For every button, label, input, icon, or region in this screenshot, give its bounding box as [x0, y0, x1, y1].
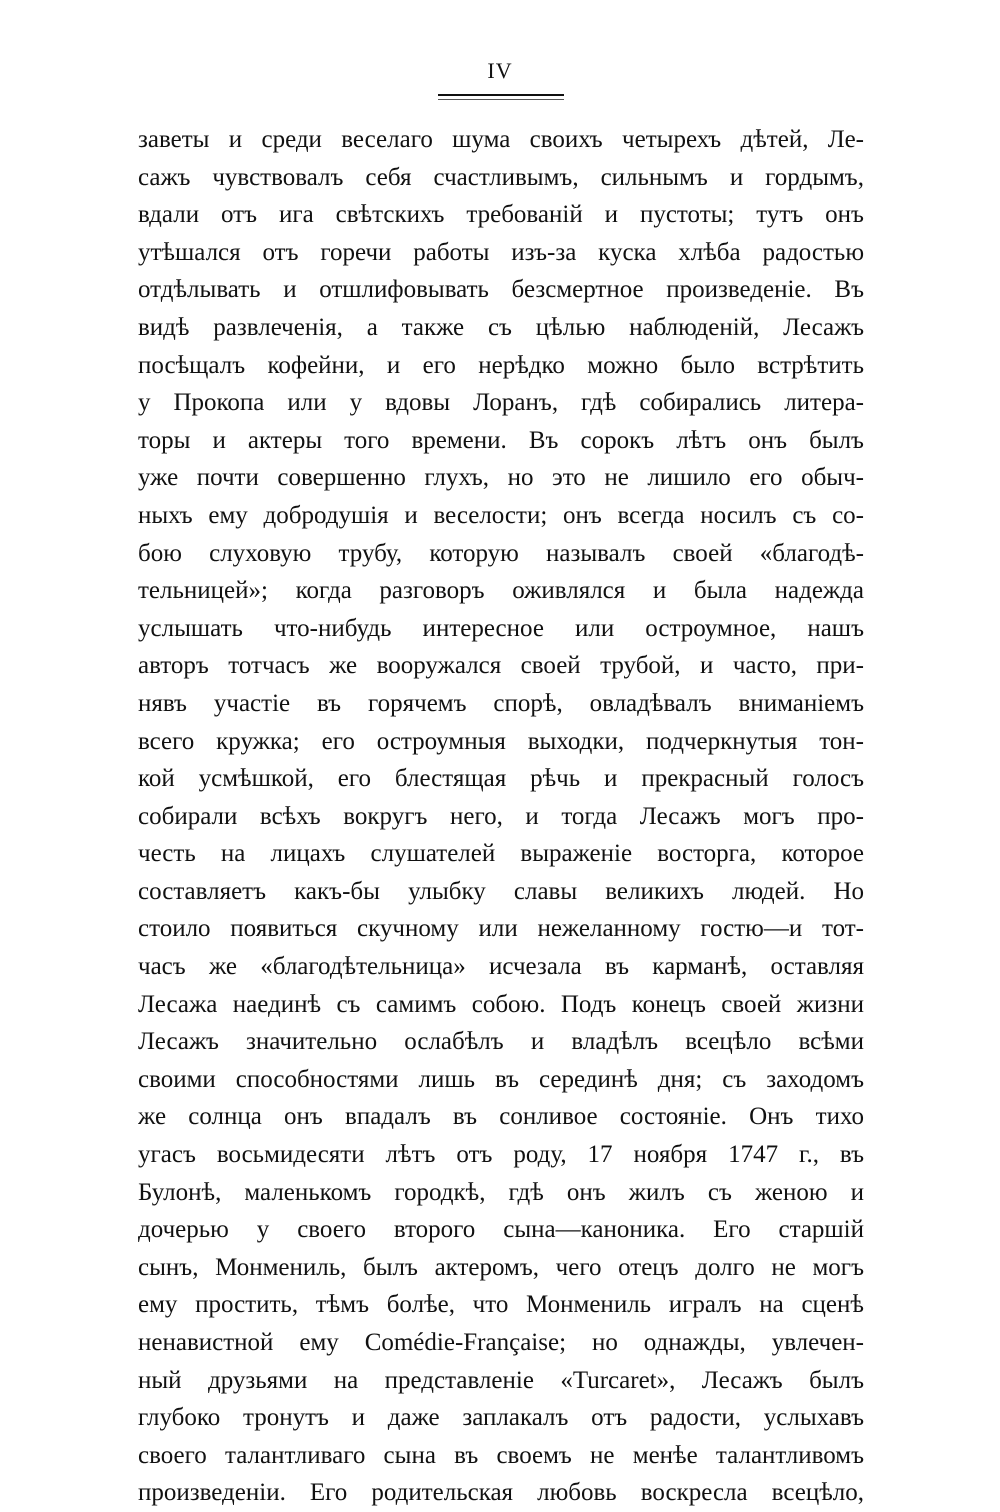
text-line: Булонѣ, маленькомъ городкѣ, гдѣ онъ жилъ съ женою и — [138, 1178, 864, 1206]
text-line: же солнца онъ впадалъ въ сонливое состояніе. Онъ тихо — [138, 1103, 864, 1131]
text-line: у Прокопа или у вдовы Лоранъ, гдѣ собирались литера- — [138, 389, 864, 417]
text-line: своими способностями лишь въ серединѣ дня; съ заходомъ — [138, 1065, 864, 1093]
page-number: IV — [487, 58, 513, 83]
text-line: угасъ восьмидесяти лѣтъ отъ роду, 17 ноября 1747 г., въ — [138, 1141, 864, 1169]
header-rule-thin — [438, 99, 564, 100]
text-line: своего талантливаго сына въ своемъ не менѣе талантливомъ — [138, 1441, 864, 1469]
text-line: составляетъ какъ-бы улыбку славы великихъ людей. Но — [138, 877, 864, 905]
text-line: услышать что-нибудь интересное или остроумное, нашъ — [138, 614, 864, 642]
header-rule — [438, 94, 564, 96]
text-line: Лесажа наединѣ съ самимъ собою. Подъ конецъ своей жизни — [138, 990, 864, 1018]
text-line: ный друзьями на представленіе «Turcaret», Лесажъ былъ — [138, 1366, 864, 1394]
text-line: сынъ, Монмениль, былъ актеромъ, чего отецъ долго не могъ — [138, 1253, 864, 1281]
text-line: утѣшался отъ горечи работы изъ-за куска хлѣба радостью — [138, 238, 864, 266]
body-text — [138, 121, 864, 1512]
text-line: видѣ развлеченія, а также съ цѣлью наблюденій, Лесажъ — [138, 313, 864, 341]
text-line: глубоко тронутъ и даже заплакалъ отъ радости, услыхавъ — [138, 1404, 864, 1432]
text-line: дочерью у своего второго сына—каноника. Его старшій — [138, 1216, 864, 1244]
text-line: вдали отъ ига свѣтскихъ требованій и пустоты; тутъ онъ — [138, 201, 864, 229]
text-line: ненавистной ему Comédie-Française; но однажды, увлечен- — [138, 1329, 864, 1356]
text-line: ему простить, тѣмъ болѣе, что Монмениль игралъ на сценѣ — [138, 1291, 864, 1319]
text-line: Лесажъ значительно ослабѣлъ и владѣлъ всецѣло всѣми — [138, 1028, 864, 1056]
text-line: посѣщалъ кофейни, и его нерѣдко можно было встрѣтить — [138, 351, 864, 379]
text-line: честь на лицахъ слушателей выраженіе восторга, которое — [138, 840, 864, 868]
text-line: кой усмѣшкой, его блестящая рѣчь и прекрасный голосъ — [138, 765, 864, 793]
text-line: заветы и среди веселаго шума своихъ четырехъ дѣтей, Ле- — [138, 126, 864, 153]
text-line: ныхъ ему добродушія и веселости; онъ всегда носилъ съ со- — [138, 501, 864, 529]
text-line: собирали всѣхъ вокругъ него, и тогда Лесажъ могъ про- — [138, 802, 864, 830]
text-line: часъ же «благодѣтельница» исчезала въ карманѣ, оставляя — [138, 953, 864, 981]
text-line: бою слуховую трубу, которую называлъ своей «благодѣ- — [138, 539, 864, 567]
text-line: торы и актеры того времени. Въ сорокъ лѣтъ онъ былъ — [138, 426, 864, 454]
text-line: произведеніи. Его родительская любовь воскресла всецѣло, — [138, 1479, 864, 1507]
text-line: уже почти совершенно глухъ, но это не лишило его обыч- — [138, 464, 864, 492]
text-line: нявъ участіе въ горячемъ спорѣ, овладѣвалъ вниманіемъ — [138, 689, 864, 717]
text-line: тельницей»; когда разговоръ оживлялся и была надежда — [138, 577, 864, 605]
text-line: авторъ тотчасъ же вооружался своей трубой, и часто, при- — [138, 652, 864, 680]
text-line: всего кружка; его остроумныя выходки, подчеркнутыя тон- — [138, 727, 864, 755]
text-line: стоило появиться скучному или нежеланному гостю—и тот- — [138, 915, 864, 943]
text-line: сажъ чувствовалъ себя счастливымъ, сильнымъ и гордымъ, — [138, 163, 864, 191]
text-line: отдѣлывать и отшлифовывать безсмертное произведеніе. Въ — [138, 276, 864, 304]
